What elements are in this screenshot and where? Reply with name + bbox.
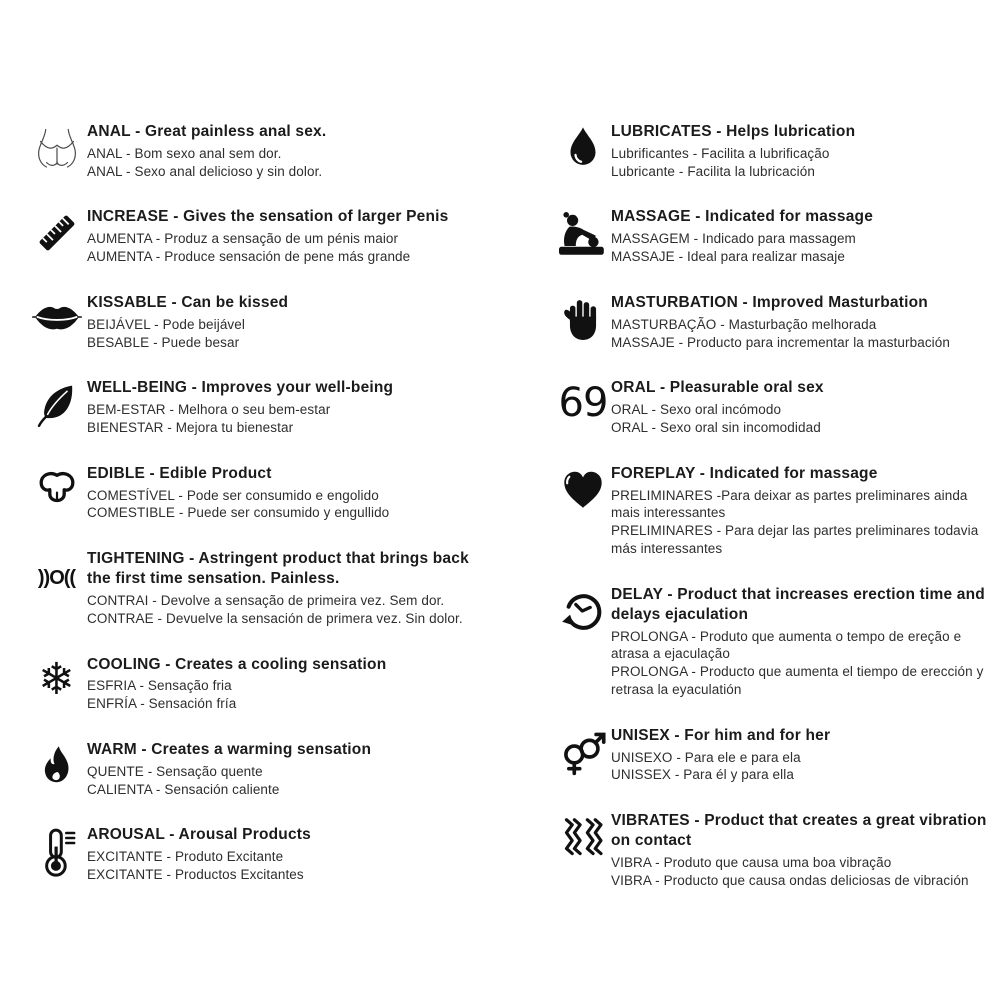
item-subtitle-es: CONTRAE - Devuelve la sensación de primera vez. Sin dolor. (87, 610, 463, 626)
legend-column-left (28, 122, 491, 917)
item-subtitle-es: Lubricante - Facilita la lubricación (611, 163, 815, 179)
legend-item (28, 378, 491, 436)
legend-item (557, 207, 1000, 265)
item-subtitle-pt: CONTRAI - Devolve a sensação de primeira vez. Sem dor. (87, 592, 445, 608)
legend-item-text (609, 293, 993, 351)
legend-item-icon-cell (557, 726, 609, 777)
item-subtitle-es: AUMENTA - Produce sensación de pene más grande (87, 249, 411, 265)
legend-item-text (85, 549, 491, 627)
legend-item (28, 825, 491, 883)
legend-item-icon-cell (28, 207, 85, 256)
item-subtitle-pt: Lubrificantes - Facilita a lubrificação (611, 145, 830, 161)
item-title: ORAL - Pleasurable oral sex (611, 379, 824, 397)
item-subtitle-pt: QUENTE - Sensação quente (87, 763, 263, 779)
sixty-nine-icon: 69 (558, 380, 608, 427)
legend-column-right (557, 122, 1000, 917)
item-subtitle-es: MASSAJE - Producto para incrementar la masturbación (611, 334, 950, 350)
snowflake-icon: ❄ (38, 654, 75, 704)
legend-item-text (85, 464, 491, 522)
item-subtitle-pt: MASSAGEM - Indicado para massagem (611, 231, 856, 247)
heart-icon (560, 467, 606, 511)
item-subtitle-es: PRELIMINARES - Para dejar las partes preliminares todavia más interessantes (611, 523, 979, 557)
legend-item-icon-cell (28, 655, 85, 702)
delay-clock-icon (560, 588, 606, 634)
legend-item (28, 207, 491, 265)
legend-item (28, 464, 491, 522)
item-title: WARM - Creates a warming sensation (87, 741, 372, 758)
legend-item-icon-cell (557, 378, 609, 427)
legend-item-icon-cell (28, 464, 85, 511)
legend-item-icon-cell (557, 464, 609, 511)
legend-item-text (85, 740, 491, 798)
legend-item (557, 464, 1000, 558)
legend-item-text (609, 811, 993, 889)
item-title: WELL-BEING - Improves your well-being (87, 379, 394, 397)
legend-item-icon-cell (557, 293, 609, 344)
legend-item (28, 293, 491, 351)
legend-item-text (609, 207, 993, 265)
legend-item-text (609, 464, 993, 558)
item-subtitle-pt: EXCITANTE - Produto Excitante (87, 849, 284, 865)
item-title: UNISEX - For him and for her (611, 726, 831, 744)
item-title: AROUSAL - Arousal Products (87, 826, 311, 844)
item-subtitle-es: BESABLE - Puede besar (87, 334, 240, 350)
item-subtitle-es: ENFRÍA - Sensación fría (87, 696, 237, 712)
item-subtitle-pt: UNISEXO - Para ele e para ela (611, 749, 801, 765)
tongue-icon (34, 467, 80, 511)
legend-item (557, 378, 1000, 436)
item-subtitle-es: CALIENTA - Sensación caliente (87, 781, 280, 797)
legend-item (28, 740, 491, 798)
legend-item-text (609, 122, 993, 180)
lips-icon (32, 296, 82, 338)
buttocks-icon (33, 125, 81, 173)
item-subtitle-pt: ANAL - Bom sexo anal sem dor. (87, 145, 282, 161)
item-title: ANAL - Great painless anal sex. (87, 123, 327, 140)
item-title: EDIBLE - Edible Product (87, 464, 272, 482)
hand-icon (561, 296, 605, 344)
legend-item-icon-cell (557, 585, 609, 634)
legend-item (557, 585, 1000, 699)
item-subtitle-pt: ESFRIA - Sensação fria (87, 678, 232, 694)
item-subtitle-pt: ORAL - Sexo oral incómodo (611, 402, 782, 418)
legend-item (28, 549, 491, 627)
item-subtitle-pt: AUMENTA - Produz a sensação de um pénis maior (87, 231, 399, 247)
vibration-icon (559, 814, 607, 860)
item-subtitle-es: MASSAJE - Ideal para realizar masaje (611, 249, 845, 265)
legend-item-text (85, 378, 491, 436)
thermometer-icon (34, 828, 80, 878)
item-subtitle-pt: BEM-ESTAR - Melhora o seu bem-estar (87, 402, 331, 418)
legend-item-icon-cell (28, 825, 85, 878)
item-subtitle-es: COMESTIBLE - Puede ser consumido y engullido (87, 505, 390, 521)
legend-item-icon-cell (28, 740, 85, 791)
legend-item (557, 122, 1000, 180)
legend-item-text (85, 655, 491, 713)
item-subtitle-es: ORAL - Sexo oral sin incomodidad (611, 420, 821, 435)
item-title: COOLING - Creates a cooling sensation (87, 655, 387, 673)
drop-icon (563, 125, 603, 171)
item-subtitle-pt: PROLONGA - Produto que aumenta o tempo de ereção e atrasa a ejaculação (611, 628, 962, 662)
item-subtitle-pt: VIBRA - Produto que causa uma boa vibração (611, 854, 892, 870)
legend-item-text (85, 122, 491, 180)
leaf-icon (34, 381, 80, 429)
item-title: INCREASE - Gives the sensation of larger Penis (87, 208, 449, 226)
item-title: VIBRATES - Product that creates a great vibration on contact (611, 812, 987, 850)
legend-item-text (85, 207, 491, 265)
legend-item-icon-cell (557, 811, 609, 860)
item-subtitle-pt: PRELIMINARES -Para deixar as partes preliminares ainda mais interessantes (611, 487, 968, 521)
item-subtitle-es: EXCITANTE - Productos Excitantes (87, 867, 304, 883)
item-title: KISSABLE - Can be kissed (87, 293, 289, 311)
item-title: FOREPLAY - Indicated for massage (611, 464, 878, 482)
item-subtitle-es: UNISSEX - Para él y para ella (611, 767, 794, 783)
item-subtitle-pt: MASTURBAÇÃO - Masturbação melhorada (611, 316, 877, 332)
item-title: DELAY - Product that increases erection time and delays ejaculation (611, 585, 985, 623)
massage-icon (557, 210, 609, 258)
legend-item-icon-cell (557, 207, 609, 258)
item-subtitle-es: PROLONGA - Producto que aumenta el tiempo de erección y retrasa la eyaculatión (611, 664, 984, 697)
item-subtitle-es: BIENESTAR - Mejora tu bienestar (87, 420, 294, 435)
item-subtitle-pt: BEIJÁVEL - Pode beijável (87, 316, 245, 332)
legend-item-icon-cell (28, 378, 85, 429)
legend-item-text (609, 726, 993, 784)
legend-item (28, 122, 491, 180)
item-subtitle-es: ANAL - Sexo anal delicioso y sin dolor. (87, 163, 323, 179)
legend-item-icon-cell (28, 293, 85, 338)
legend-item (28, 655, 491, 713)
legend-item-icon-cell (557, 122, 609, 171)
legend-item-text (609, 585, 993, 699)
item-title: TIGHTENING - Astringent product that brings back the first time sensation. Painless. (87, 550, 469, 588)
legend-item-text (85, 293, 491, 351)
ruler-icon (34, 210, 80, 256)
item-title: MASTURBATION - Improved Masturbation (611, 293, 928, 311)
item-title: MASSAGE - Indicated for massage (611, 208, 874, 226)
gender-symbols-icon (558, 729, 608, 777)
legend-item-text (85, 825, 491, 883)
item-subtitle-pt: COMESTÍVEL - Pode ser consumido e engolido (87, 487, 379, 503)
tightening-icon: ))O(( (37, 567, 76, 590)
legend-item (557, 726, 1000, 784)
item-subtitle-es: VIBRA - Producto que causa ondas deliciosas de vibración (611, 872, 969, 888)
flame-icon (37, 743, 77, 791)
legend-item-icon-cell (28, 549, 85, 588)
legend-item (557, 811, 1000, 889)
legend-item-text (609, 378, 993, 436)
item-title: LUBRICATES - Helps lubrication (611, 123, 856, 140)
legend-item (557, 293, 1000, 351)
legend-item-icon-cell (28, 122, 85, 173)
